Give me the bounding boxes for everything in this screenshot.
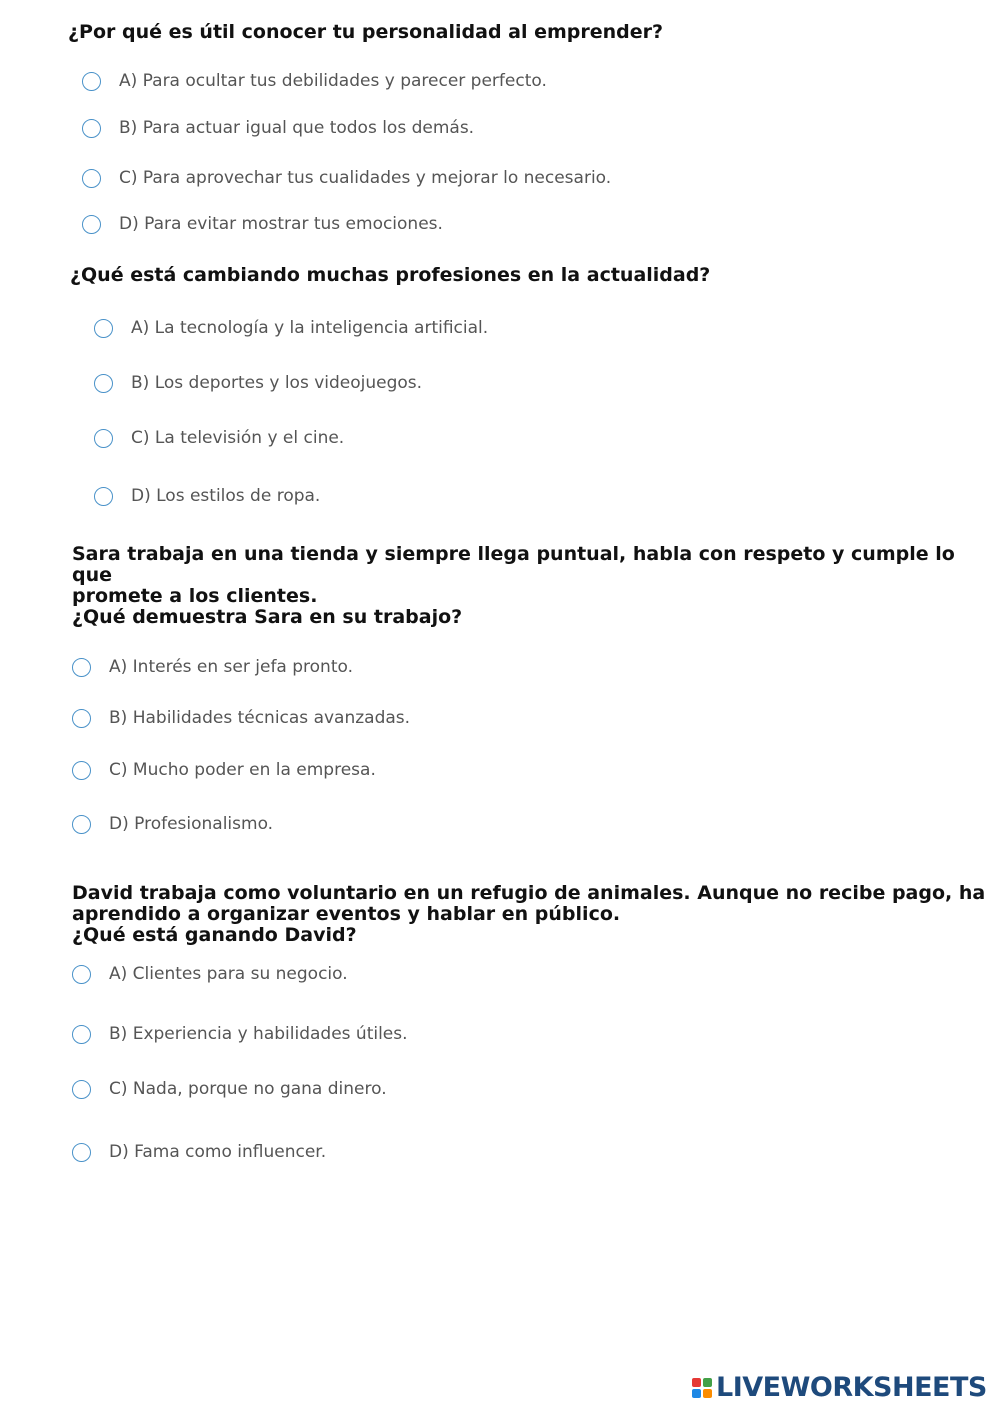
question-1-text bbox=[68, 22, 663, 43]
liveworksheets-logo bbox=[692, 1372, 987, 1403]
q3-option-c-label: C) Mucho poder en la empresa. bbox=[109, 760, 376, 780]
question-4-line-3: ¿Qué está ganando David? bbox=[72, 924, 357, 946]
radio-button[interactable] bbox=[82, 119, 101, 138]
q1-option-a-label: A) Para ocultar tus debilidades y parecer perfecto. bbox=[119, 71, 547, 91]
q2-option-b-label: B) Los deportes y los videojuegos. bbox=[131, 373, 423, 393]
logo-mark-square bbox=[692, 1378, 701, 1387]
radio-button[interactable] bbox=[72, 761, 91, 780]
q3-option-b-label: B) Habilidades técnicas avanzadas. bbox=[109, 708, 411, 728]
q4-option-a-label: A) Clientes para su negocio. bbox=[109, 964, 348, 984]
q1-option-b-label: B) Para actuar igual que todos los demás. bbox=[119, 118, 475, 138]
question-4-line-2: aprendido a organizar eventos y hablar en público. bbox=[72, 903, 621, 925]
q2-option-c-label: C) La televisión y el cine. bbox=[131, 428, 345, 448]
radio-button[interactable] bbox=[82, 215, 101, 234]
q4-option-b[interactable] bbox=[72, 1024, 408, 1044]
question-2-text bbox=[70, 265, 710, 286]
logo-mark-square bbox=[703, 1378, 712, 1387]
logo-mark-square bbox=[692, 1389, 701, 1398]
radio-button[interactable] bbox=[72, 815, 91, 834]
logo-text: LIVEWORKSHEETS bbox=[716, 1372, 987, 1403]
q3-option-d[interactable] bbox=[72, 814, 273, 834]
question-1-line-1: ¿Por qué es útil conocer tu personalidad al emprender? bbox=[68, 21, 664, 43]
radio-button[interactable] bbox=[94, 374, 113, 393]
question-3-line-1: Sara trabaja en una tienda y siempre llega puntual, habla con respeto y cumple lo que bbox=[72, 543, 955, 586]
question-3-line-2: promete a los clientes. bbox=[72, 585, 318, 607]
q1-option-a[interactable] bbox=[82, 71, 547, 91]
radio-button[interactable] bbox=[72, 1143, 91, 1162]
q4-option-d-label: D) Fama como influencer. bbox=[109, 1142, 327, 1162]
q3-option-b[interactable] bbox=[72, 708, 410, 728]
q2-option-d[interactable] bbox=[94, 486, 320, 506]
radio-button[interactable] bbox=[94, 487, 113, 506]
q3-option-d-label: D) Profesionalismo. bbox=[109, 814, 274, 834]
radio-button[interactable] bbox=[94, 429, 113, 448]
q3-option-a-label: A) Interés en ser jefa pronto. bbox=[109, 657, 354, 677]
q2-option-a[interactable] bbox=[94, 318, 488, 338]
radio-button[interactable] bbox=[82, 72, 101, 91]
q1-option-d-label: D) Para evitar mostrar tus emociones. bbox=[119, 214, 443, 234]
question-3-text bbox=[72, 544, 999, 628]
logo-mark-square bbox=[703, 1389, 712, 1398]
question-4-text bbox=[72, 883, 985, 946]
q2-option-a-label: A) La tecnología y la inteligencia artificial. bbox=[131, 318, 489, 338]
q4-option-c-label: C) Nada, porque no gana dinero. bbox=[109, 1079, 387, 1099]
q3-option-c[interactable] bbox=[72, 760, 376, 780]
radio-button[interactable] bbox=[72, 965, 91, 984]
q4-option-a[interactable] bbox=[72, 964, 348, 984]
q3-option-a[interactable] bbox=[72, 657, 353, 677]
q1-option-b[interactable] bbox=[82, 118, 474, 138]
q2-option-c[interactable] bbox=[94, 428, 344, 448]
radio-button[interactable] bbox=[72, 1080, 91, 1099]
q1-option-c[interactable] bbox=[82, 168, 611, 188]
radio-button[interactable] bbox=[72, 1025, 91, 1044]
radio-button[interactable] bbox=[82, 169, 101, 188]
q1-option-c-label: C) Para aprovechar tus cualidades y mejorar lo necesario. bbox=[119, 168, 612, 188]
q4-option-c[interactable] bbox=[72, 1079, 387, 1099]
question-3-line-3: ¿Qué demuestra Sara en su trabajo? bbox=[72, 606, 463, 628]
question-2-line-1: ¿Qué está cambiando muchas profesiones en la actualidad? bbox=[70, 264, 711, 286]
radio-button[interactable] bbox=[94, 319, 113, 338]
radio-button[interactable] bbox=[72, 658, 91, 677]
radio-button[interactable] bbox=[72, 709, 91, 728]
q4-option-d[interactable] bbox=[72, 1142, 326, 1162]
q2-option-b[interactable] bbox=[94, 373, 422, 393]
q4-option-b-label: B) Experiencia y habilidades útiles. bbox=[109, 1024, 408, 1044]
q1-option-d[interactable] bbox=[82, 214, 443, 234]
logo-mark-icon bbox=[692, 1378, 712, 1398]
q2-option-d-label: D) Los estilos de ropa. bbox=[131, 486, 321, 506]
question-4-line-1: David trabaja como voluntario en un refugio de animales. Aunque no recibe pago, ha bbox=[72, 882, 986, 904]
